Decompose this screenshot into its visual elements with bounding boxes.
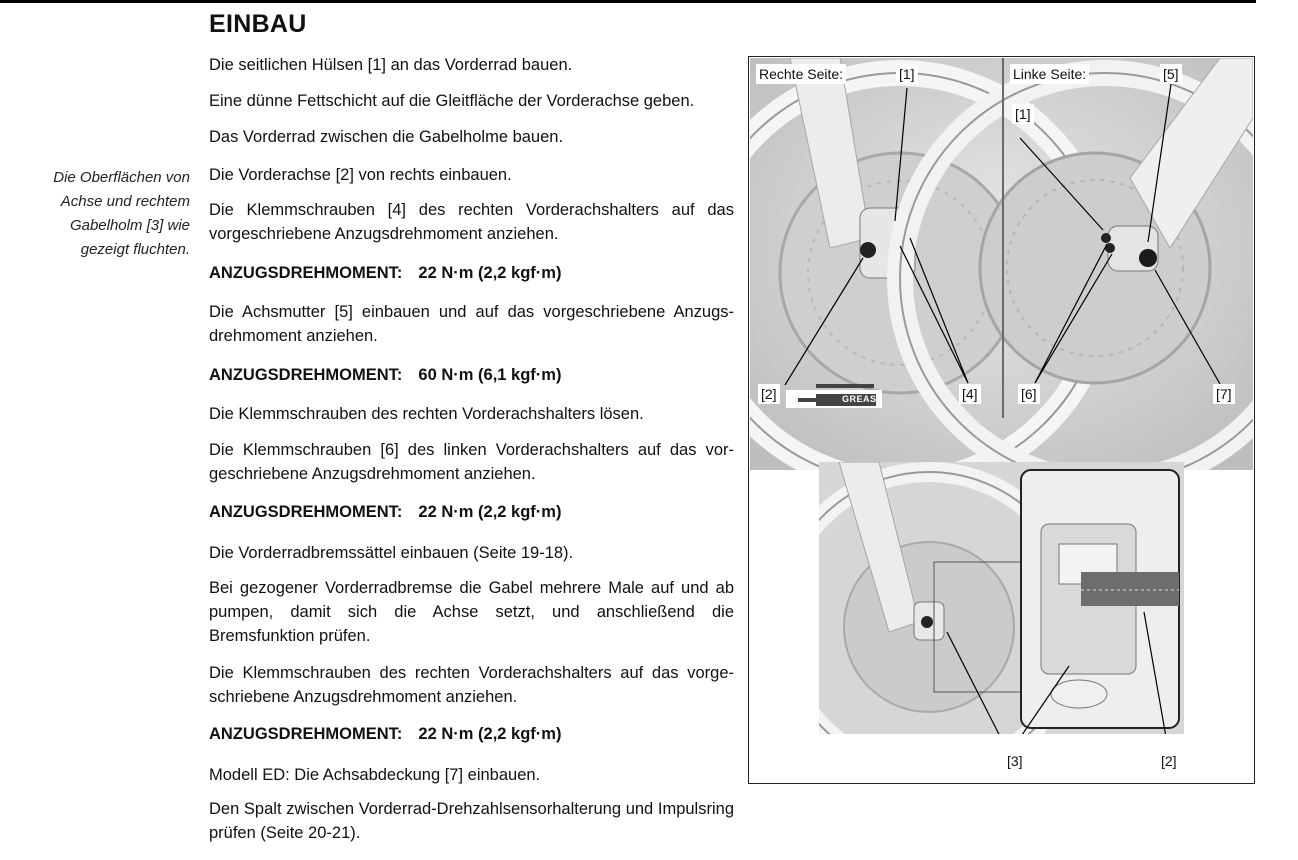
callout-1: [1] — [896, 64, 918, 84]
torque-value: 22 N·m (2,2 kgf·m) — [418, 725, 562, 743]
axle-alignment-illustration — [819, 462, 1184, 734]
callout-1: [1] — [1012, 104, 1034, 124]
callout-3: [3] — [1007, 753, 1023, 769]
front-wheel-axle-illustration — [750, 58, 1253, 470]
figure-frame — [748, 56, 1255, 784]
torque-spec — [209, 363, 561, 387]
paragraph: Die Achsmutter [5] einbauen und auf das vorgeschriebene Anzugs-drehmoment anziehen. — [209, 303, 734, 345]
callout-2: [2] — [1161, 753, 1177, 769]
torque-value: 22 N·m (2,2 kgf·m) — [418, 264, 562, 282]
torque-value: 60 N·m (6,1 kgf·m) — [418, 366, 562, 384]
torque-label: ANZUGSDREHMOMENT: — [209, 503, 403, 521]
left-side-label: Linke Seite: — [1010, 64, 1089, 84]
paragraph: Modell ED: Die Achsabdeckung [7] einbauen. — [209, 766, 541, 784]
callout-2: [2] — [758, 384, 780, 404]
torque-label: ANZUGSDREHMOMENT: — [209, 366, 403, 384]
torque-label: ANZUGSDREHMOMENT: — [209, 725, 403, 743]
paragraph: Das Vorderrad zwischen die Gabelholme bauen. — [209, 128, 564, 146]
torque-spec — [209, 261, 561, 285]
callout-5: [5] — [1160, 64, 1182, 84]
torque-value: 22 N·m (2,2 kgf·m) — [418, 503, 562, 521]
axle-alignment-drawing — [819, 462, 1184, 734]
wheel-axle-drawing — [750, 58, 1253, 470]
right-side-label: Rechte Seite: — [756, 64, 846, 84]
paragraph: Die Klemmschrauben [4] des rechten Vorderachshalters auf das vorgeschriebene Anzugsdrehmoment anziehen. — [209, 201, 734, 243]
callout-7: [7] — [1213, 384, 1235, 404]
paragraph: Eine dünne Fettschicht auf die Gleitfläche der Vorderachse geben. — [209, 92, 695, 110]
paragraph: Die Vorderradbremssättel einbauen (Seite 19-18). — [209, 544, 574, 562]
callout-4: [4] — [959, 384, 981, 404]
section-heading: EINBAU — [209, 10, 307, 38]
paragraph: Die Klemmschrauben des rechten Vorderachshalters auf das vorge-schriebene Anzugsdrehmoment anziehen. — [209, 664, 734, 706]
torque-label: ANZUGSDREHMOMENT: — [209, 264, 403, 282]
paragraph: Bei gezogener Vorderradbremse die Gabel mehrere Male auf und ab pumpen, damit sich die Achse setzt, und anschließend die Bremsfunktion prüfen. — [209, 579, 734, 645]
callout-6: [6] — [1018, 384, 1040, 404]
paragraph: Die Klemmschrauben des rechten Vorderachshalters lösen. — [209, 405, 644, 423]
grease-label: GREASE — [842, 394, 884, 404]
top-rule — [0, 0, 1256, 3]
torque-spec — [209, 722, 561, 746]
side-note: Die Oberflächen von Achse und rechtem Gabelholm [3] wie gezeigt fluchten. — [53, 169, 190, 258]
paragraph: Den Spalt zwischen Vorderrad-Drehzahlsensorhalterung und Impulsring prüfen (Seite 20-21). — [209, 800, 734, 842]
paragraph: Die Vorderachse [2] von rechts einbauen. — [209, 166, 512, 184]
paragraph: Die Klemmschrauben [6] des linken Vorderachshalters auf das vor-geschriebene Anzugsdrehmoment anziehen. — [209, 441, 734, 483]
torque-spec — [209, 500, 561, 524]
paragraph: Die seitlichen Hülsen [1] an das Vorderrad bauen. — [209, 56, 573, 74]
